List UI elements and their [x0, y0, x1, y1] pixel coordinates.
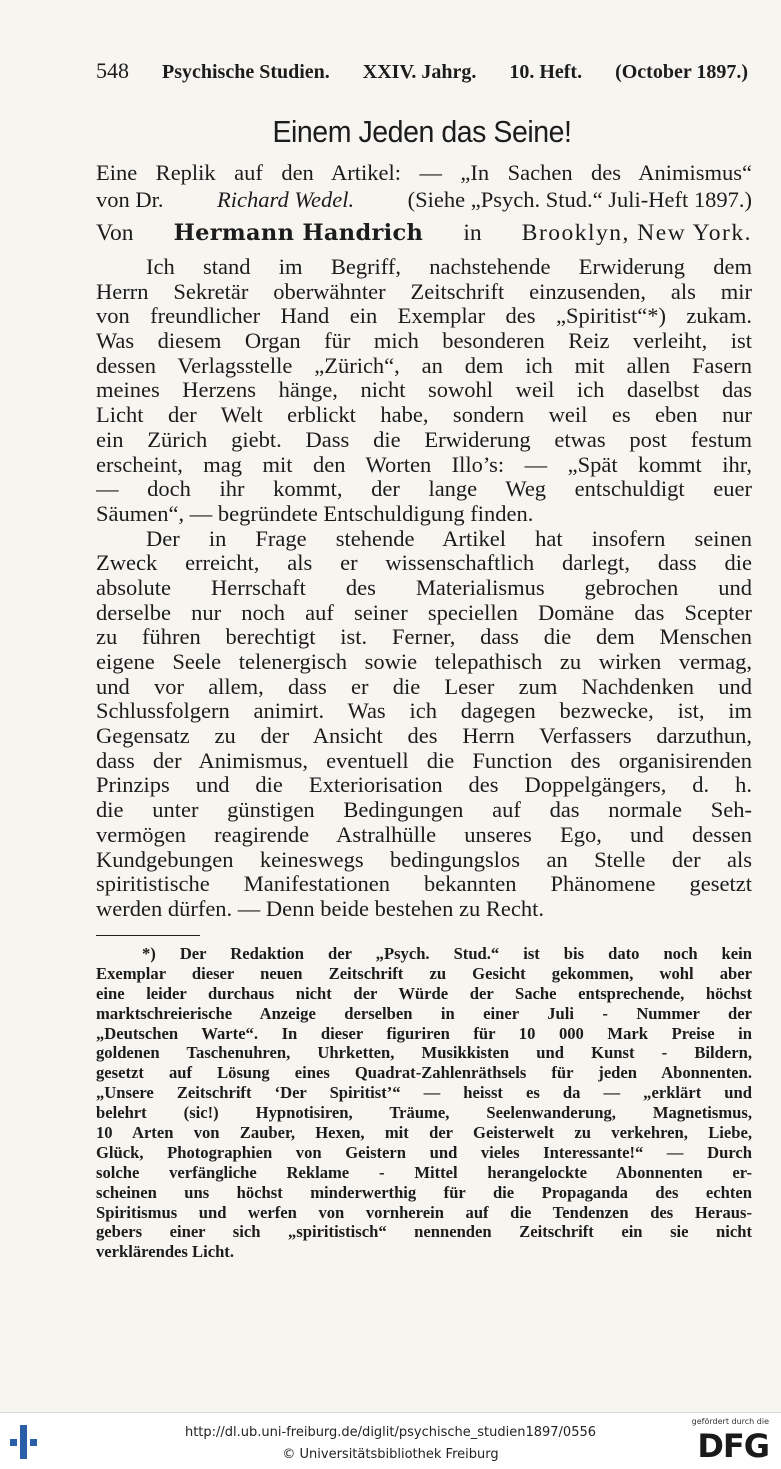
footnote-line: scheinen uns höchst minderwerthig für die Propaganda des echten [96, 1182, 752, 1202]
footnote-line: marktschreierische Anzeige derselben in einer Juli - Nummer der [96, 1003, 752, 1023]
body-line: spiritistische Manifestationen bekannten Phänomene gesetzt [96, 872, 752, 897]
author-name: Hermann Handrich [173, 220, 424, 246]
body-line: Säumen“, — begründete Entschuldigung finden. [96, 501, 534, 526]
permalink-url[interactable]: http://dl.ub.uni-freiburg.de/diglit/psychische_studien1897/0556 [184, 1425, 597, 1440]
body-line: Gegensatz zu der Ansicht des Herrn Verfassers darzuthun, [96, 724, 752, 749]
body-line: Kundgebungen keineswegs bedingungslos an Stelle der als [96, 847, 752, 872]
dfg-logo: DFG [697, 1427, 769, 1465]
subtitle-pre: von Dr. [96, 187, 164, 212]
article-body [96, 255, 752, 922]
issue-date: (October 1897.) [615, 61, 748, 83]
body-line: erscheint, mag mit den Worten Illo’s: — „Spät kommt ihr, [96, 452, 752, 477]
body-line: absolute Herrschaft des Materialismus gebrochen und [96, 575, 752, 600]
byline-von: Von [96, 220, 134, 246]
issue: 10. Heft. [509, 61, 583, 83]
body-line: — doch ihr kommt, der lange Weg entschuldigt euer [96, 477, 752, 502]
body-line: Der in Frage stehende Artikel hat insofern seinen [146, 526, 752, 551]
byline-in: in [463, 220, 482, 246]
viewer-footer [0, 1412, 781, 1469]
author-place: Brooklyn, New York. [521, 220, 752, 246]
running-header [96, 58, 748, 84]
footnote-line: verklärendes Licht. [96, 1242, 234, 1262]
body-line: die unter günstigen Bedingungen auf das normale Seh- [96, 798, 752, 823]
journal-name: Psychische Studien. [161, 61, 330, 83]
subtitle-post: (Siehe „Psych. Stud.“ Juli-Heft 1897.) [407, 187, 752, 212]
body-line: Prinzips und die Exteriorisation des Doppelgängers, d. h. [96, 773, 752, 798]
body-line: von freundlicher Hand ein Exemplar des „Spiritist“*) zukam. [96, 304, 752, 329]
footnote-line: gebers einer sich „spiritistisch“ nennenden Zeitschrift ein sie nicht [96, 1222, 752, 1242]
footnote-line: eine leider durchaus nicht der Würde der Sache entsprechende, höchst [96, 983, 752, 1003]
body-line: Schlussfolgern animirt. Was ich dagegen bezwecke, ist, im [96, 699, 752, 724]
footnote-line: belehrt (sic!) Hypnotisiren, Träume, Seelenwanderung, Magnetismus, [96, 1103, 752, 1123]
copyright-notice: © Universitätsbibliothek Freiburg [282, 1447, 499, 1462]
footnote-line: solche verfängliche Reklame - Mittel herangelockte Abonnenten er- [96, 1162, 752, 1182]
cited-author: Richard Wedel. [217, 187, 355, 212]
body-line: vermögen reagirende Astralhülle unseres Ego, und dessen [96, 822, 752, 847]
body-line: werden dürfen. — Denn beide bestehen zu Recht. [96, 896, 544, 921]
page-number: 548 [96, 58, 129, 83]
subtitle-line-1 [96, 160, 752, 186]
body-line: ein Zürich giebt. Dass die Erwiderung etwas post festum [96, 427, 752, 452]
body-line: Licht der Welt erblickt habe, sondern weil es eben nur [96, 403, 752, 428]
body-line: derselbe nur noch auf seiner speciellen Domäne das Scepter [96, 600, 752, 625]
subtitle-line-2 [96, 187, 752, 213]
subtitle-text-1: Eine Replik auf den Artikel: — „In Sachen des Animismus“ [96, 160, 752, 185]
body-line: Ich stand im Begriff, nachstehende Erwiderung dem [146, 255, 752, 279]
footnote-line: goldenen Taschenuhren, Uhrketten, Musikkisten und Kunst - Bildern, [96, 1043, 752, 1063]
body-line: Herrn Sekretär oberwähnter Zeitschrift einzusenden, als mir [96, 279, 752, 304]
body-line: zu führen berechtigt ist. Ferner, dass die dem Menschen [96, 625, 752, 650]
footnote-line: 10 Arten von Zauber, Hexen, mit der Geisterwelt zu verkehren, Liebe, [96, 1123, 752, 1143]
body-line: und vor allem, dass er die Leser zum Nachdenken und [96, 674, 752, 699]
footnote-line: „Deutschen Warte“. In dieser figuriren für 10 000 Mark Preise in [96, 1023, 752, 1043]
body-line: meines Herzens hänge, nicht sowohl weil ich daselbst das [96, 378, 752, 403]
footnote-line: *) Der Redaktion der „Psych. Stud.“ ist bis dato noch kein [142, 944, 752, 963]
byline [96, 220, 752, 247]
body-line: Zweck erreicht, als er wissenschaftlich darlegt, dass die [96, 551, 752, 576]
volume: XXIV. Jahrg. [362, 61, 477, 83]
footnote-line: Spiritismus und werfen von vornherein auf die Tendenzen des Heraus- [96, 1202, 752, 1222]
article-title: Einem Jeden das Seine! [272, 114, 572, 149]
body-line: dessen Verlagsstelle „Zürich“, an dem ich mit allen Fasern [96, 353, 752, 378]
body-line: dass der Animismus, eventuell die Function des organisirenden [96, 748, 752, 773]
footnote-line: Glück, Photographien von Geistern und vieles Interessante!“ — Durch [96, 1142, 752, 1162]
footnote-divider [96, 935, 200, 936]
body-line: eigene Seele telenergisch sowie telepathisch zu wirken vermag, [96, 650, 752, 674]
footnote-line: gesetzt auf Lösung eines Quadrat-Zahlenräthsels für jeden Abonnenten. [96, 1063, 752, 1083]
footnote-line: Exemplar dieser neuen Zeitschrift zu Gesicht gekommen, wohl aber [96, 963, 752, 983]
footnote [96, 944, 752, 1262]
body-line: Was diesem Organ für mich besonderen Reiz verleiht, ist [96, 329, 752, 354]
sponsor-caption: gefördert durch die [691, 1417, 769, 1426]
footnote-line: „Unsere Zeitschrift ‘Der Spiritist’“ — heisst es da — „erklärt und [96, 1083, 752, 1103]
